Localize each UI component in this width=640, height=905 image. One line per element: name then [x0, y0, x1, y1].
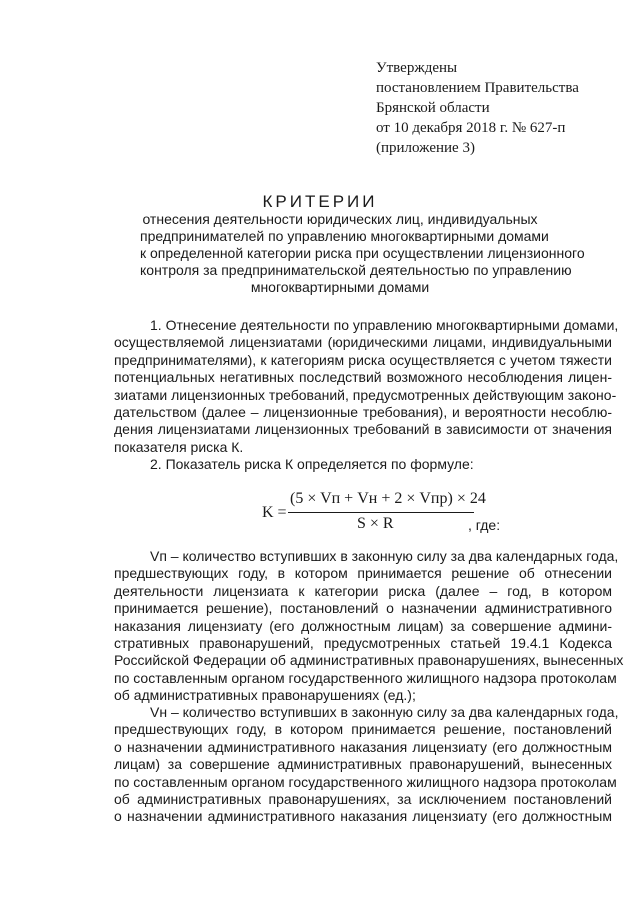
- approval-line: Брянской области: [376, 100, 490, 116]
- paragraph-vp-definition: [114, 548, 624, 705]
- paragraph-line: дательством (далее – лицензионные требования), и вероятности несоблю-: [114, 404, 612, 421]
- paragraph-line: наказания лицензиату (его должностным лицам) за совершение админи-: [114, 617, 612, 634]
- approval-line: постановлением Правительства: [376, 80, 579, 96]
- paragraph-line: принимается решение), постановлений о назначении административного: [114, 600, 612, 617]
- paragraph-line: дения лицензиатами лицензионных требований в зависимости от значения: [114, 421, 612, 438]
- subtitle-line: предпринимателей по управлению многоквартирными домами: [140, 228, 549, 244]
- paragraph-line: лицам) за совершение административных правонарушений, вынесенных: [114, 756, 612, 773]
- paragraph-vn-definition: [114, 704, 619, 826]
- paragraph-line: по составленным органом государственного жилищного надзора протоколам: [114, 773, 617, 790]
- paragraph-line: зиатами лицензионных требований, предусмотренных действующим законо-: [114, 386, 617, 403]
- paragraph-line: Российской Федерации об административных правонарушениях, вынесенных: [114, 652, 624, 669]
- formula-where: , где:: [468, 517, 501, 533]
- paragraph-line: предшествующих году, в котором принимается решение, постановлений: [114, 721, 612, 738]
- subtitle-line: отнесения деятельности юридических лиц, индивидуальных: [142, 211, 538, 227]
- fraction-bar: [288, 512, 474, 513]
- subtitle-line: контроля за предпринимательской деятельностью по управлению: [140, 262, 572, 278]
- paragraph-line: деятельности лицензиата к категории риска (далее – год, в котором: [114, 582, 612, 599]
- formula-numerator: (5 × Vп + Vн + 2 × Vпр) × 24: [290, 490, 486, 507]
- paragraph-line: Vн – количество вступивших в законную силу за два календарных года,: [150, 704, 619, 720]
- paragraph-line: 2. Показатель риска К определяется по формуле:: [150, 456, 474, 472]
- approval-line: (приложение 3): [376, 140, 475, 156]
- document-subtitle: [140, 211, 585, 296]
- document-title: КРИТЕРИИ: [262, 192, 378, 211]
- paragraph-line: предпринимателями), к категориям риска осуществляется с учетом тяжести: [114, 351, 612, 368]
- paragraph-line: 1. Отнесение деятельности по управлению многоквартирными домами,: [150, 317, 619, 333]
- paragraph-line: об административных правонарушениях, за исключением постановлений: [114, 791, 612, 808]
- approval-line: от 10 декабря 2018 г. № 627-п: [376, 120, 566, 136]
- subtitle-line: к определенной категории риска при осуществлении лицензионного: [140, 245, 585, 261]
- formula-lhs: K =: [262, 504, 287, 521]
- approval-line: Утверждены: [376, 60, 458, 76]
- paragraph-line: показателя риска К.: [114, 438, 244, 455]
- paragraph-line: Vп – количество вступивших в законную силу за два календарных года,: [150, 548, 619, 564]
- paragraph-line: об административных правонарушениях (ед.);: [114, 687, 416, 704]
- paragraph-line: стративных правонарушений, предусмотренных статьей 19.4.1 Кодекса: [114, 635, 612, 652]
- approval-stamp: [376, 58, 579, 158]
- paragraph-1: [114, 317, 619, 456]
- subtitle-line: многоквартирными домами: [250, 279, 430, 295]
- paragraph-line: о назначении административного наказания лицензиату (его должностным: [114, 808, 612, 825]
- paragraph-line: по составленным органом государственного жилищного надзора протоколам: [114, 669, 617, 686]
- paragraph-line: предшествующих году, в котором принимается решение об отнесении: [114, 565, 612, 582]
- paragraph-line: осуществляемой лицензиатами (юридическими лицами, индивидуальными: [114, 334, 612, 351]
- paragraph-line: о назначении административного наказания лицензиату (его должностным: [114, 738, 612, 755]
- formula-denominator: S × R: [357, 515, 394, 532]
- paragraph-2: [114, 456, 612, 473]
- paragraph-line: потенциальных негативных последствий возможного несоблюдения лицен-: [114, 369, 612, 386]
